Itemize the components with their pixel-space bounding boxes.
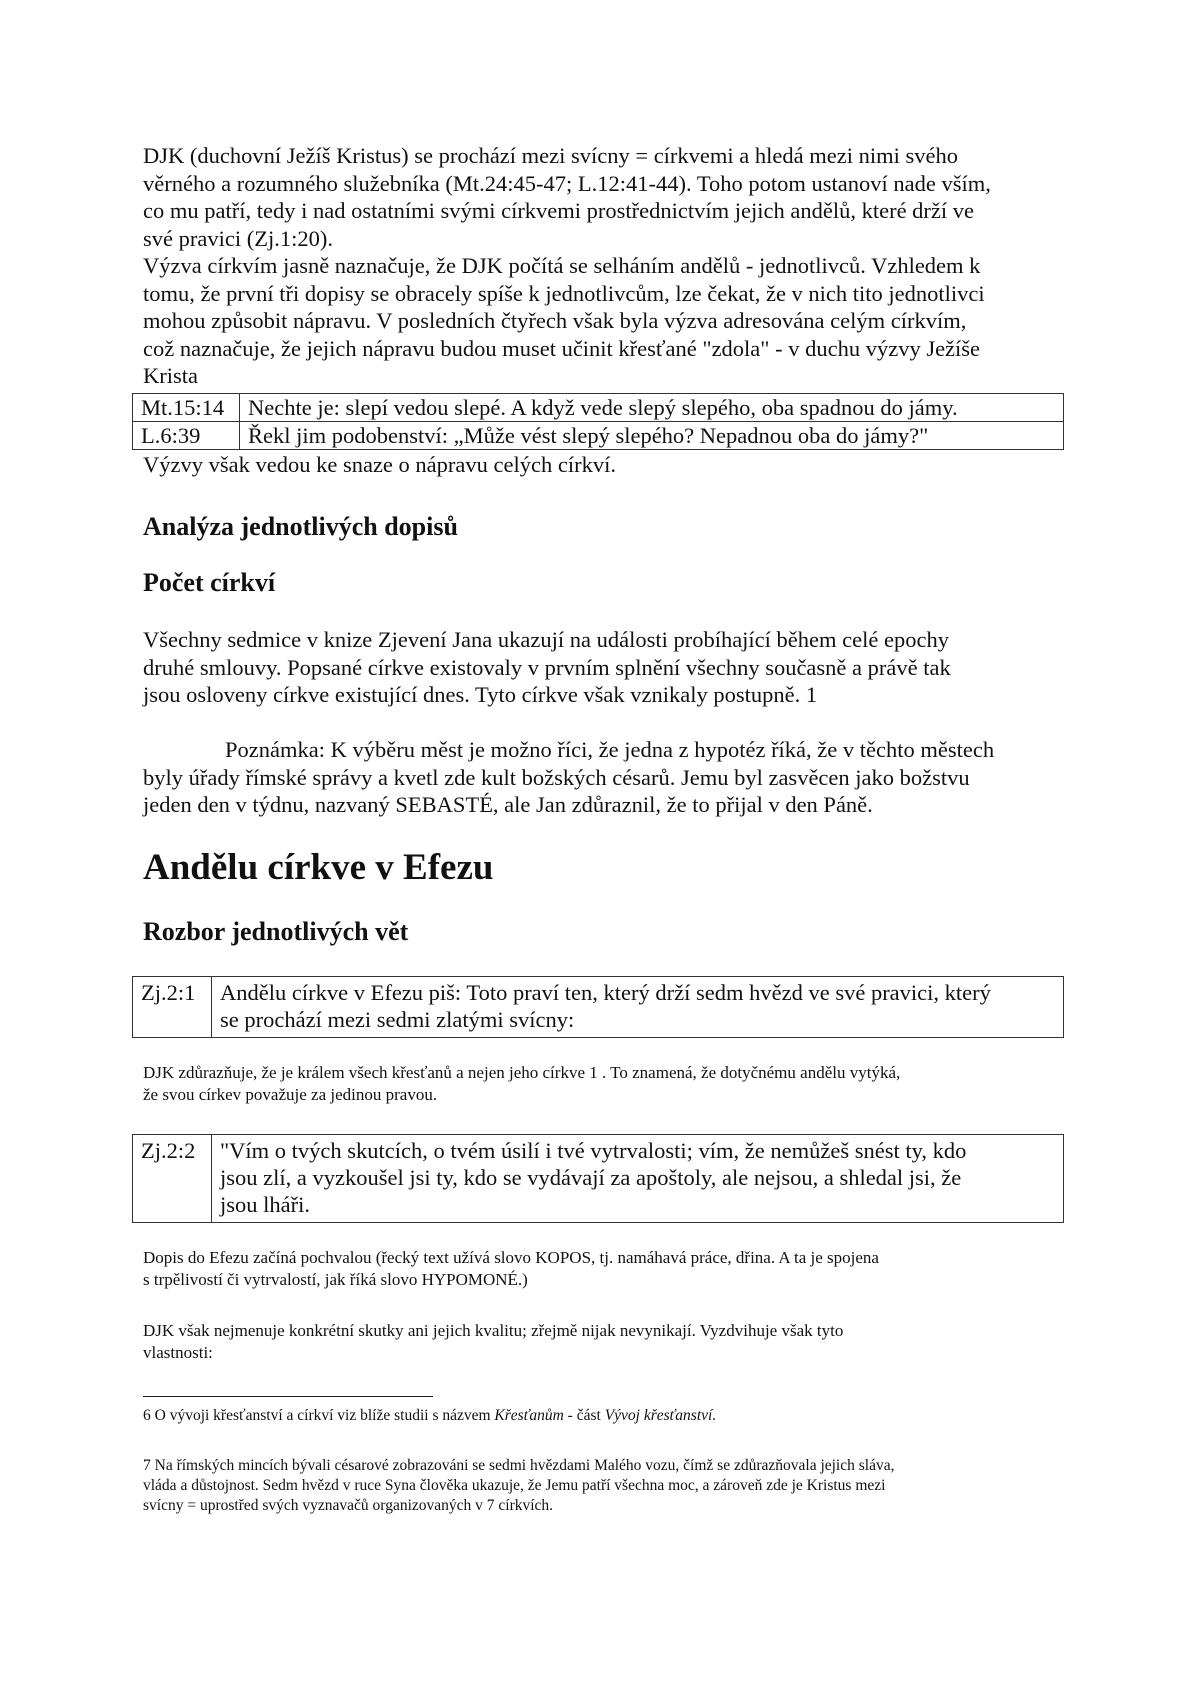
- pocet-paragraph: [143, 626, 1063, 709]
- comment-line: s trpělivostí či vytrvalostí, jak říká slovo HYPOMONÉ.): [143, 1270, 528, 1289]
- pocet-line: druhé smlouvy. Popsané církve existovaly v prvním splnění všechny současně a právě tak: [143, 654, 951, 680]
- comment-3: [143, 1320, 1063, 1364]
- footnote-text: - část: [563, 1407, 605, 1424]
- heading-andelu: Andělu církve v Efezu: [143, 847, 494, 888]
- footnote-divider: [143, 1396, 433, 1397]
- table-row: [133, 1135, 1064, 1223]
- intro-line: DJK (duchovní Ježíš Kristus) se prochází mezi svícny = církvemi a hledá mezi nimi svého: [143, 143, 958, 168]
- verse-table-2: [132, 1134, 1064, 1223]
- footnote-italic: Křesťanům: [494, 1407, 564, 1424]
- heading-analyza: Analýza jednotlivých dopisů: [143, 512, 458, 541]
- intro-line: své pravici (Zj.1:20).: [143, 225, 333, 251]
- intro-line: mohou způsobit nápravu. V posledních čtyřech však byla výzva adresována celým církvím,: [143, 308, 967, 333]
- footnote-line: vláda a důstojnost. Sedm hvězd v ruce Syna člověka ukazuje, že Jemu patří všechna moc, a zároveň zde je Kristus mezi: [143, 1477, 886, 1494]
- comment-1: [143, 1062, 1063, 1106]
- verse-table-1: [132, 976, 1064, 1038]
- ref-cell: Mt.15:14: [133, 394, 240, 422]
- footnote-line: 7 Na římských mincích bývali césarové zobrazováni se sedmi hvězdami Malého vozu, čímž se zdůrazňovala jejich sláva,: [143, 1457, 895, 1474]
- verse-text: [212, 977, 1064, 1038]
- intro-line: tomu, že první tři dopisy se obracely spíše k jednotlivcům, lze čekat, že v nich tito jednotlivci: [143, 280, 985, 306]
- ref-text-cell: Řekl jim podobenství: „Může vést slepý slepého? Nepadnou oba do jámy?": [240, 422, 1064, 450]
- table-row: [133, 394, 1064, 422]
- reference-table: [132, 393, 1064, 450]
- intro-line: Krista: [143, 363, 198, 388]
- footnote-6: [143, 1406, 1083, 1426]
- verse-ref: Zj.2:2: [133, 1135, 212, 1223]
- footnote-italic: Vývoj křesťanství.: [604, 1407, 717, 1424]
- ref-cell: L.6:39: [133, 422, 240, 450]
- pocet-line: jsou osloveny církve existující dnes. Tyto církve však vznikaly postupně. 1: [143, 682, 818, 707]
- footnote-text: 6 O vývoji křesťanství a církví viz blíže studii s názvem: [143, 1407, 495, 1424]
- intro-line: což naznačuje, že jejich nápravu budou muset učinit křesťané "zdola" - v duchu výzvy Ježíše: [143, 335, 981, 361]
- verse-text: [212, 1135, 1064, 1223]
- verse-line: Andělu církve v Efezu piš: Toto praví ten, který drží sedm hvězd ve své pravici, který: [220, 980, 991, 1005]
- footnote-line: svícny = uprostřed svých vyznavačů organizovaných v 7 církvích.: [143, 1497, 554, 1514]
- table-row: [133, 977, 1064, 1038]
- verse-ref: Zj.2:1: [133, 977, 212, 1038]
- intro-paragraph: [143, 142, 1063, 390]
- verse-line: jsou zlí, a vyzkoušel jsi ty, kdo se vydávají za apoštoly, ale nejsou, a shledal jsi, že: [220, 1165, 962, 1190]
- intro-line: věrného a rozumného služebníka (Mt.24:45-47; L.12:41-44). Toho potom ustanoví nade vším,: [143, 170, 991, 196]
- comment-line: DJK zdůrazňuje, že je králem všech křesťanů a nejen jeho církve 1 . To znamená, že dotyčnému andělu vytýká,: [143, 1063, 901, 1082]
- comment-line: DJK však nejmenuje konkrétní skutky ani jejich kvalitu; zřejmě nijak nevynikají. Vyzdvihuje však tyto: [143, 1321, 844, 1340]
- comment-2: [143, 1247, 1063, 1291]
- comment-line: Dopis do Efezu začíná pochvalou (řecký text užívá slovo KOPOS, tj. namáhavá práce, dřina. A ta je spojena: [143, 1248, 879, 1267]
- footnote-7: [143, 1456, 1083, 1516]
- verse-line: "Vím o tvých skutcích, o tvém úsilí i tvé vytrvalosti; vím, že nemůžeš snést ty, kdo: [220, 1138, 967, 1163]
- comment-line: že svou církev považuje za jedinou pravou.: [143, 1085, 438, 1104]
- poznamka-line: byly úřady římské správy a kvetl zde kult božských césarů. Jemu byl zasvěcen jako božstvu: [143, 764, 970, 790]
- pocet-line: Všechny sedmice v knize Zjevení Jana ukazují na události probíhající během celé epochy: [143, 627, 949, 652]
- after-table-text: Výzvy však vedou ke snaze o nápravu celých církví.: [143, 452, 616, 477]
- intro-line: co mu patří, tedy i nad ostatními svými církvemi prostřednictvím jejich andělů, které drží ve: [143, 198, 975, 223]
- heading-rozbor: Rozbor jednotlivých vět: [143, 917, 409, 946]
- ref-text-cell: Nechte je: slepí vedou slepé. A když vede slepý slepého, oba spadnou do jámy.: [240, 394, 1064, 422]
- verse-line: jsou lháři.: [220, 1192, 310, 1217]
- table-row: [133, 422, 1064, 450]
- poznamka-line: Poznámka: K výběru měst je možno říci, že jedna z hypotéz říká, že v těchto městech: [225, 737, 995, 762]
- verse-line: se prochází mezi sedmi zlatými svícny:: [220, 1007, 575, 1032]
- heading-pocet: Počet církví: [143, 568, 276, 597]
- poznamka-paragraph: [143, 736, 1063, 819]
- poznamka-line: jeden den v týdnu, nazvaný SEBASTÉ, ale Jan zdůraznil, že to přijal v den Páně.: [143, 792, 873, 817]
- comment-line: vlastnosti:: [143, 1343, 213, 1362]
- intro-line: Výzva církvím jasně naznačuje, že DJK počítá se selháním andělů - jednotlivců. Vzhledem k: [143, 253, 981, 278]
